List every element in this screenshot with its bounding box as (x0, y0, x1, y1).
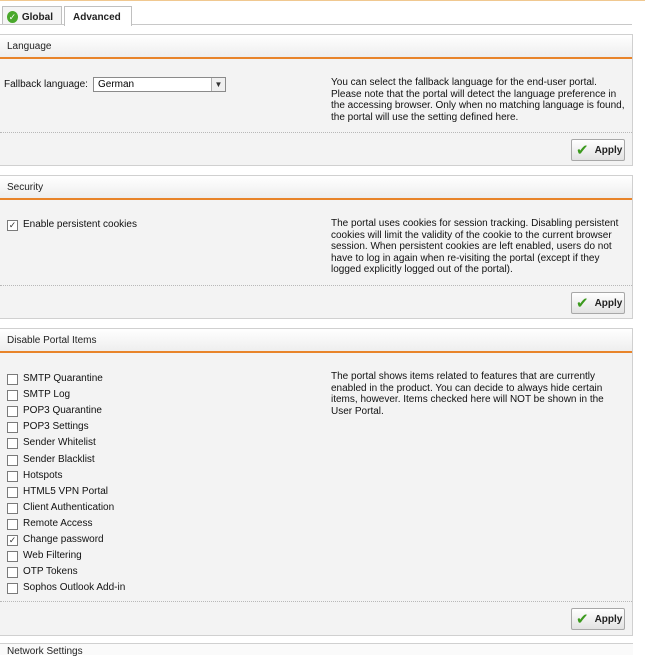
persistent-cookies-checkbox[interactable]: ✓ (8, 220, 17, 230)
fallback-language-value: German (98, 79, 135, 90)
divider (0, 132, 632, 133)
portal-item-checkbox[interactable] (7, 455, 18, 466)
portal-item-checkbox[interactable] (7, 390, 18, 401)
fallback-language-select[interactable] (93, 77, 226, 92)
tab-global[interactable] (2, 6, 62, 25)
portal-item-label: Hotspots (23, 469, 63, 481)
divider (0, 601, 632, 602)
fallback-language-label: Fallback language: (4, 79, 88, 90)
portal-item-checkbox[interactable] (7, 567, 18, 578)
tab-bar (0, 6, 645, 25)
persistent-cookies-label: Enable persistent cookies (23, 219, 137, 230)
divider (0, 285, 632, 286)
portal-item-checkbox[interactable] (7, 438, 18, 449)
security-description: The portal uses cookies for session tracking. Disabling persistent cookies will limit the validity of the cookie to the current browser session. When persistent cookies are left enabled, users do not have to log in again when re-visiting the portal (except if they logged explicitly logged out of the portal). (331, 218, 619, 275)
portal-item-checkbox[interactable] (7, 471, 18, 482)
portal-item-checkbox[interactable] (7, 422, 18, 433)
check-circle-icon: ✓ (8, 12, 17, 22)
security-apply-button[interactable] (571, 292, 625, 314)
top-border (0, 0, 645, 1)
portal-item-label: Sophos Outlook Add-in (23, 582, 126, 594)
portal-item-checkbox[interactable] (7, 406, 18, 417)
tab-advanced[interactable] (64, 6, 132, 26)
portal-item-label: Sender Blacklist (23, 453, 95, 465)
portal-item-checkbox[interactable] (7, 503, 18, 514)
portal-item-label: Web Filtering (23, 550, 82, 562)
portal-item-label: Remote Access (23, 517, 93, 529)
tab-advanced-label: Advanced (73, 12, 121, 23)
disable-items-panel-title: Disable Portal Items (0, 329, 632, 353)
portal-item-label: OTP Tokens (23, 566, 78, 578)
portal-item-checkbox[interactable] (7, 374, 18, 385)
disable-items-apply-button[interactable] (571, 608, 625, 630)
portal-item-checkbox[interactable]: ✓ (8, 535, 17, 545)
portal-item-label: POP3 Quarantine (23, 405, 102, 417)
portal-item-label: SMTP Log (23, 389, 71, 401)
portal-item-label: SMTP Quarantine (23, 373, 103, 384)
disable-items-panel (0, 328, 633, 636)
apply-label: Apply (594, 613, 623, 625)
security-panel (0, 175, 633, 319)
check-icon: ✔ (576, 610, 589, 628)
language-panel (0, 34, 633, 166)
portal-item-label: HTML5 VPN Portal (23, 485, 109, 497)
portal-item-label: Client Authentication (23, 501, 115, 513)
portal-item-label: Sender Whitelist (23, 437, 96, 449)
tab-global-label: Global (21, 11, 53, 23)
check-icon: ✔ (576, 141, 589, 159)
portal-item-checkbox[interactable] (7, 519, 18, 530)
portal-item-checkbox[interactable] (7, 583, 18, 594)
apply-label: Apply (594, 297, 623, 309)
network-settings-title: Network Settings (7, 646, 83, 657)
language-apply-button[interactable] (571, 139, 625, 161)
portal-item-checkbox[interactable] (7, 551, 18, 562)
portal-item-label: Change password (23, 534, 104, 545)
disable-items-description: The portal shows items related to features that are currently enabled in the product. You can decide to always hide certain items, however. Items checked here will NOT be shown in the User Portal. (331, 371, 604, 417)
security-panel-title: Security (0, 176, 632, 200)
apply-label: Apply (594, 144, 623, 156)
language-panel-title: Language (0, 35, 632, 59)
portal-item-checkbox[interactable] (7, 487, 18, 498)
portal-item-label: POP3 Settings (23, 421, 89, 433)
chevron-down-icon[interactable]: ▼ (211, 78, 225, 91)
network-settings-panel (0, 643, 633, 655)
language-description: You can select the fallback language for the end-user portal. Please note that the portal will detect the language preference in the accessing browser. Only when no matching language is found, the portal will use the setting defined here. (331, 77, 625, 123)
check-icon: ✔ (576, 294, 589, 312)
